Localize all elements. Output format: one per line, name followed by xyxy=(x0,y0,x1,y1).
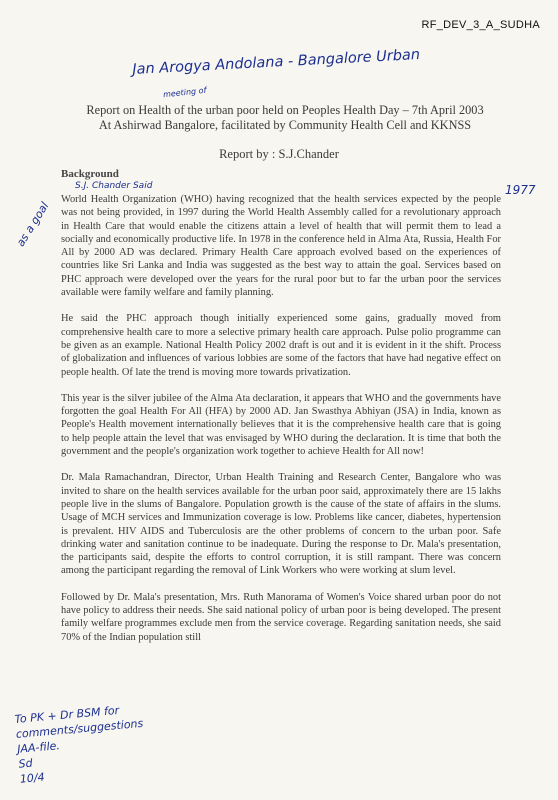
body-text xyxy=(61,193,501,657)
forward-note-line-1: To PK + Dr BSM for comments/suggestions xyxy=(14,703,144,741)
handwritten-margin-goal: as a goal xyxy=(14,199,52,249)
handwritten-forward-note xyxy=(14,695,220,787)
paragraph-3: This year is the silver jubilee of the Alma Ata declaration, it appears that WHO and the governments have forgotten the goal Health For All (HFA) by 2000 AD. Jan Swasthya Abhiyan (JSA) in India, known as People's Health movement internationally believes that it is the comprehensive health care that is going to help people attain the level that was envisaged by WHO during the declaration. It is time that both the government and the people's organization work together to achieve Health for All now! xyxy=(61,392,501,458)
forward-note-line-3: Sd xyxy=(18,756,34,771)
paragraph-4: Dr. Mala Ramachandran, Director, Urban Health Training and Research Center, Bangalore who was invited to share on the health services available for the urban poor said, approximately there are 15 lakhs people live in the slums of Bangalore. Population growth is the cause of the state of affairs in the slums. Usage of MCH services and Immunization coverage is low. Problems like cancer, diabetes, hypertension is prevalent. HIV AIDS and Tuberculosis are the other problems of concern to the urban poor. Safe drinking water and sanitation continue to be inadequate. During the response to Dr. Mala's presentation, the participants said, despite the efforts to control corruption, it is still rampant. There was concern among the participant regarding the removal of Link Workers who were working at slum level. xyxy=(61,472,501,577)
report-title xyxy=(50,103,520,133)
section-heading: Background xyxy=(61,168,119,180)
document-code: RF_DEV_3_A_SUDHA xyxy=(421,19,540,31)
report-title-line-2: At Ashirwad Bangalore, facilitated by Community Health Cell and KKNSS xyxy=(98,118,472,132)
handwritten-title-note: Jan Arogya Andolana - Bangalore Urban xyxy=(132,46,421,78)
handwritten-insert-note: meeting of xyxy=(162,85,207,100)
forward-note-line-2: JAA-file. xyxy=(16,739,61,756)
report-author: Report by : S.J.Chander xyxy=(219,147,339,161)
forward-note-line-4: 10/4 xyxy=(19,770,46,786)
paragraph-1: World Health Organization (WHO) having recognized that the health services expected by the people was not being provided, in 1997 during the World Health Assembly called for a revolutionary approach in Health Care that would enable the citizens attain a level of health that will permit them to lead a socially and economically productive life. In 1978 in the conference held in Alma Ata, Russia, Health For All by 2000 AD was declared. Primary Health Care approach evolved based on the experiences of countries like Sri Lanka and India was suggested as the best way to attain the goal. Services based on PHC approach were developed over the years for the rural poor but to far the urban poor the services available were family welfare and family planning. xyxy=(61,194,501,299)
handwritten-margin-year: 1977 xyxy=(505,183,536,197)
paragraph-5: Followed by Dr. Mala's presentation, Mrs. Ruth Manorama of Women's Voice shared urban poor do not have policy to address their needs. She said national policy of urban poor is being developed. The present family welfare programmes exclude men from the service coverage. Regarding sanitation needs, she said 70% of the Indian population still xyxy=(61,591,501,643)
report-title-line-1: Report on Health of the urban poor held on Peoples Health Day – 7th April 2003 xyxy=(86,103,484,117)
paragraph-2: He said the PHC approach though initially experienced some gains, gradually moved from comprehensive health care to more a selective primary health care approach. Pulse polio programme can be given as an example. National Health Policy 2002 draft is out and it is evident in it the shift. Process of globalization and influences of various lobbies are some of the factors that have had negative effect on people health. Of late the trend is moving more towards privatization. xyxy=(61,313,501,378)
handwritten-said-note: S.J. Chander Said xyxy=(75,181,153,191)
